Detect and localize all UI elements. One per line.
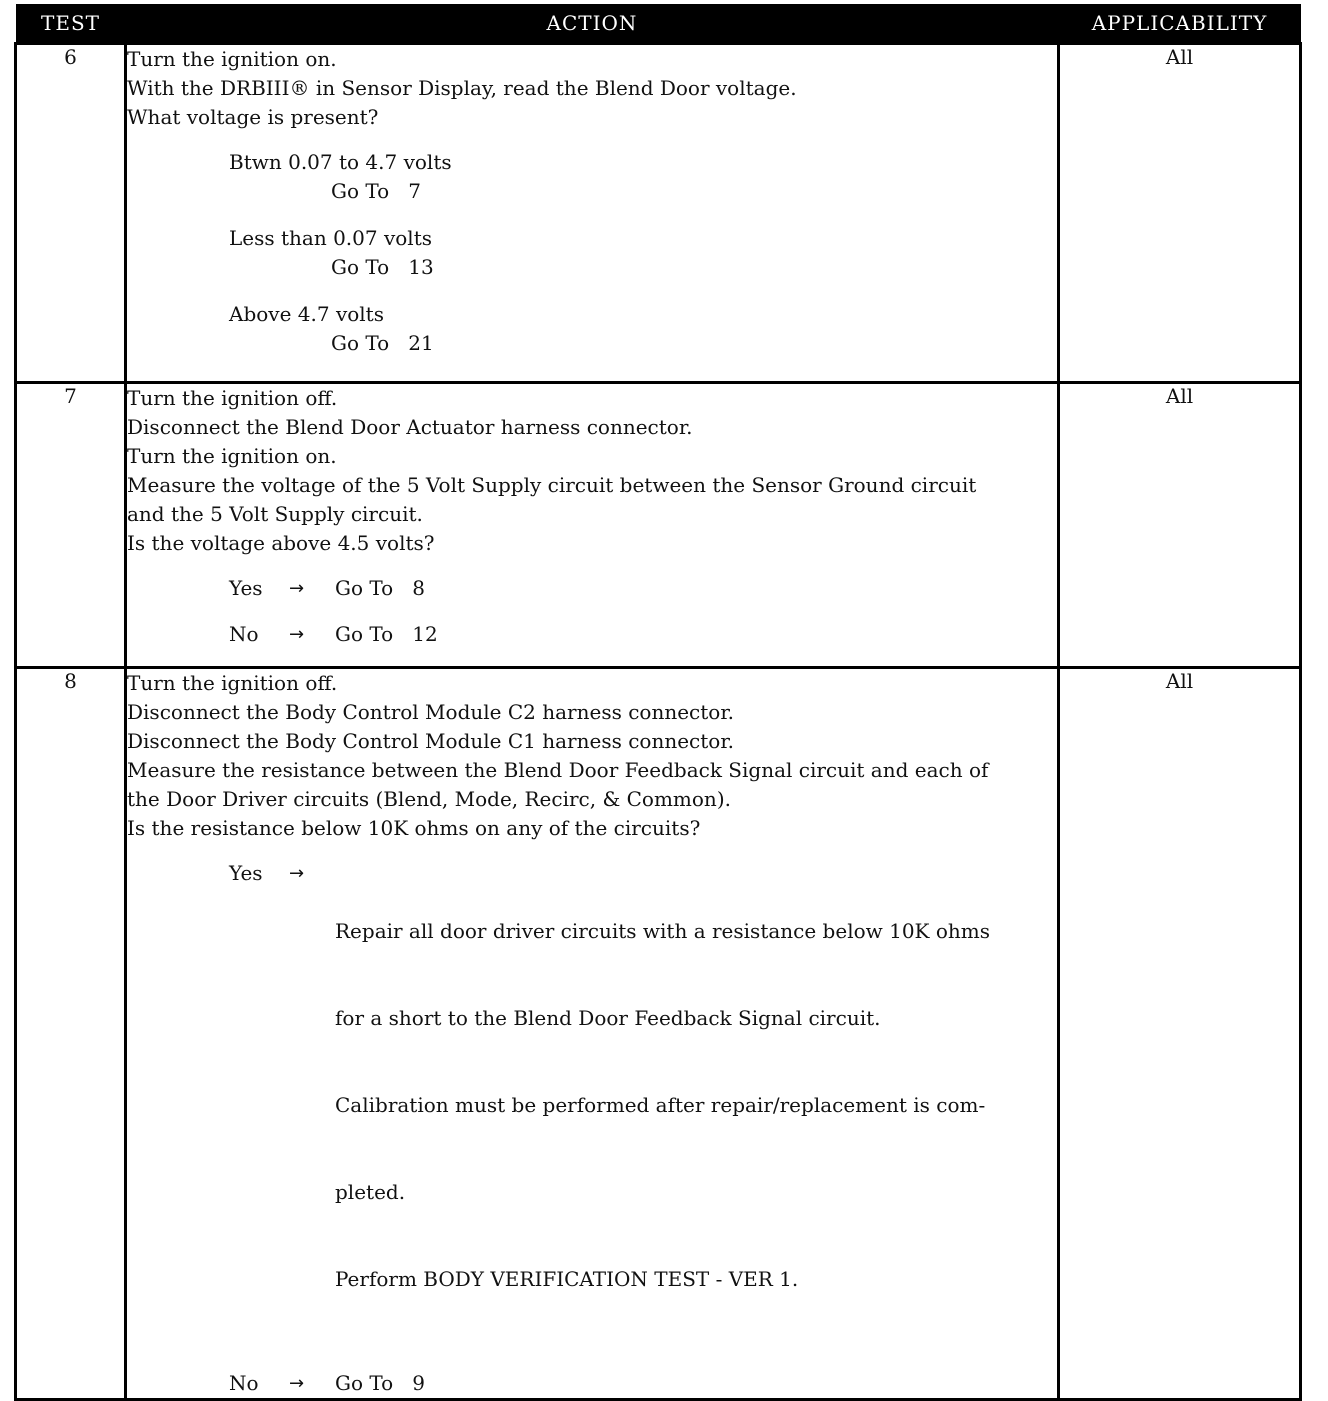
yes-result xyxy=(335,859,990,1352)
no-result: Go To 12 xyxy=(335,622,438,646)
table-row xyxy=(16,44,1301,383)
action-line: Turn the ignition on. xyxy=(127,47,337,71)
action-line: Is the resistance below 10K ohms on any of the circuits? xyxy=(127,816,701,840)
yes-label: Yes xyxy=(229,576,263,600)
no-outcome xyxy=(229,620,1057,649)
yes-result: Go To 8 xyxy=(335,576,425,600)
no-label: No xyxy=(229,1371,259,1395)
action-cell xyxy=(126,44,1059,383)
action-line: Disconnect the Blend Door Actuator harness connector. xyxy=(127,415,693,439)
yes-result-line: pleted. xyxy=(335,1180,406,1204)
no-outcome xyxy=(229,1369,1057,1398)
action-line: Measure the resistance between the Blend Door Feedback Signal circuit and each of xyxy=(127,758,989,782)
test-number: 6 xyxy=(16,44,126,383)
outcome-list xyxy=(127,574,1057,649)
header-action: ACTION xyxy=(126,4,1059,44)
outcome-goto: Go To 7 xyxy=(331,179,421,203)
outcome-condition: Less than 0.07 volts xyxy=(229,226,433,250)
test-number: 8 xyxy=(16,668,126,1400)
outcome xyxy=(229,148,1057,206)
yes-result-line: Perform BODY VERIFICATION TEST - VER 1. xyxy=(335,1267,799,1291)
action-line: Measure the voltage of the 5 Volt Supply circuit between the Sensor Ground circuit xyxy=(127,473,977,497)
applicability-cell: All xyxy=(1059,383,1301,668)
header-applicability: APPLICABILITY xyxy=(1059,4,1301,44)
action-line: Disconnect the Body Control Module C1 harness connector. xyxy=(127,729,735,753)
action-line: Disconnect the Body Control Module C2 harness connector. xyxy=(127,700,735,724)
yes-outcome xyxy=(229,859,1057,1352)
no-result: Go To 9 xyxy=(335,1371,425,1395)
outcome-list xyxy=(127,859,1057,1398)
outcome-goto: Go To 21 xyxy=(331,331,434,355)
no-label: No xyxy=(229,622,259,646)
outcome xyxy=(229,300,1057,358)
outcome-goto: Go To 13 xyxy=(331,255,434,279)
action-line: Turn the ignition on. xyxy=(127,444,337,468)
arrow-right-icon: → xyxy=(289,578,305,599)
action-line: What voltage is present? xyxy=(127,105,379,129)
yes-outcome xyxy=(229,574,1057,603)
arrow-right-icon: → xyxy=(289,863,305,884)
action-cell xyxy=(126,383,1059,668)
action-cell xyxy=(126,668,1059,1400)
applicability-cell: All xyxy=(1059,668,1301,1400)
action-line: and the 5 Volt Supply circuit. xyxy=(127,502,423,526)
yes-result-line: Repair all door driver circuits with a resistance below 10K ohms xyxy=(335,919,990,943)
outcome-condition: Btwn 0.07 to 4.7 volts xyxy=(229,150,452,174)
table-header-row xyxy=(16,4,1301,44)
yes-label: Yes xyxy=(229,861,263,885)
arrow-right-icon: → xyxy=(289,624,305,645)
table-row xyxy=(16,383,1301,668)
action-line: Is the voltage above 4.5 volts? xyxy=(127,531,435,555)
header-test: TEST xyxy=(16,4,126,44)
yes-result-line: Calibration must be performed after repair/replacement is com- xyxy=(335,1093,986,1117)
test-number: 7 xyxy=(16,383,126,668)
outcome-list xyxy=(127,148,1057,358)
action-line: the Door Driver circuits (Blend, Mode, Recirc, & Common). xyxy=(127,787,731,811)
outcome-condition: Above 4.7 volts xyxy=(229,302,384,326)
applicability-cell: All xyxy=(1059,44,1301,383)
table-row xyxy=(16,668,1301,1400)
action-line: Turn the ignition off. xyxy=(127,386,338,410)
arrow-right-icon: → xyxy=(289,1373,305,1394)
action-line: With the DRBIII® in Sensor Display, read the Blend Door voltage. xyxy=(127,76,797,100)
action-line: Turn the ignition off. xyxy=(127,671,338,695)
yes-result-line: for a short to the Blend Door Feedback Signal circuit. xyxy=(335,1006,881,1030)
outcome xyxy=(229,224,1057,282)
diagnostic-table xyxy=(14,4,1302,1401)
